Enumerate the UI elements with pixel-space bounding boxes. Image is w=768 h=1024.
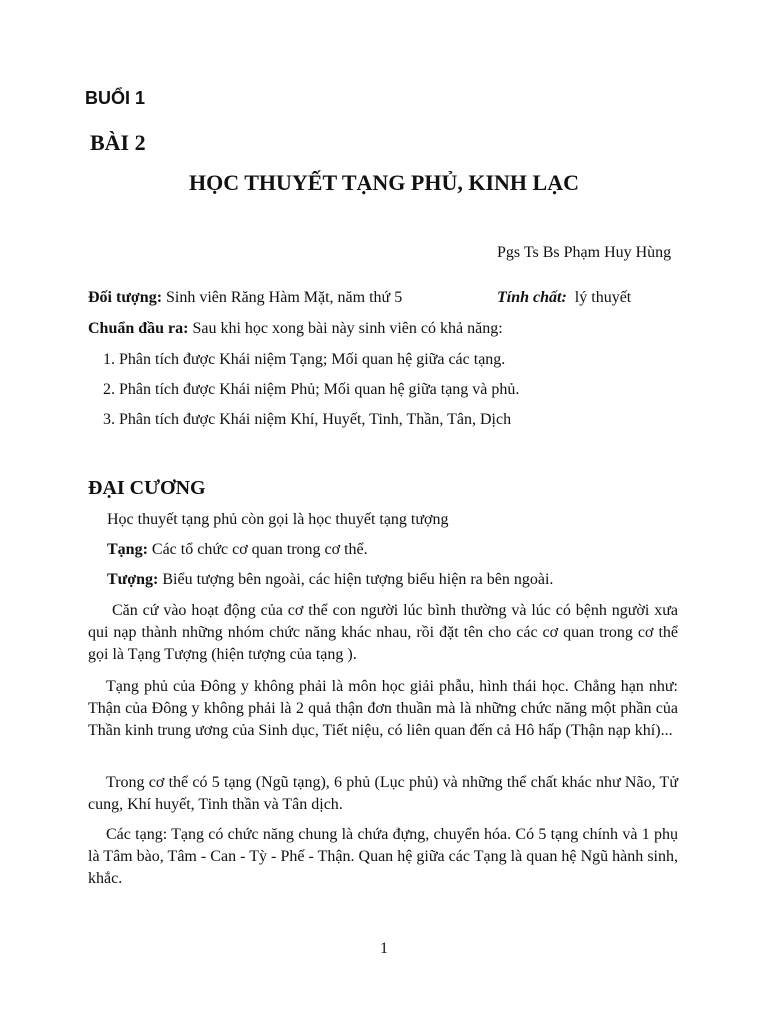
nature-label: Tính chất: xyxy=(497,289,567,306)
outcomes-label: Chuẩn đầu ra: xyxy=(88,320,189,337)
subject-label: Đối tượng: xyxy=(88,289,163,306)
outcome-item: 3. Phân tích được Khái niệm Khí, Huyết, Tinh, Thần, Tân, Dịch xyxy=(103,411,512,428)
tuong-text: Biểu tượng bên ngoài, các hiện tượng biểu hiện ra bên ngoài. xyxy=(158,571,554,588)
nature-value: lý thuyết xyxy=(566,289,632,306)
outcome-item: 2. Phân tích được Khái niệm Phủ; Mối quan hệ giữa tạng và phủ. xyxy=(103,381,520,398)
page-number: 1 xyxy=(380,940,388,957)
subject-value: Sinh viên Răng Hàm Mặt, năm thứ 5 xyxy=(162,289,403,306)
paragraph: Các tạng: Tạng có chức năng chung là chứa đựng, chuyển hóa. Có 5 tạng chính và 1 phụ là Tâm bào, Tâm - Can - Tỳ - Phế - Thận. Quan hệ giữa các Tạng là quan hệ Ngũ hành sinh, khắc. xyxy=(88,826,678,887)
outcome-item: 1. Phân tích được Khái niệm Tạng; Mối quan hệ giữa các tạng. xyxy=(103,351,506,368)
paragraph: Tạng phủ của Đông y không phải là môn học giải phẫu, hình thái học. Chẳng hạn như: Thận của Đông y không phải là 2 quả thận đơn thuần mà là những chức năng một phần của Thần kinh trung ương của Sinh dục, Tiết niệu, có liên quan đến cả Hô hấp (Thận nạp khí)... xyxy=(88,678,678,739)
tang-definition xyxy=(107,541,368,559)
author-line: Pgs Ts Bs Phạm Huy Hùng xyxy=(497,244,672,261)
page-title: HỌC THUYẾT TẠNG PHỦ, KINH LẠC xyxy=(189,170,579,195)
paragraph: Trong cơ thể có 5 tạng (Ngũ tạng), 6 phủ (Lục phủ) và những thể chất khác như Não, Tử cung, Khí huyết, Tinh thần và Tân dịch. xyxy=(88,774,678,813)
session-heading: BUỔI 1 xyxy=(85,88,146,108)
outcomes-line xyxy=(88,320,503,338)
outcomes-intro: Sau khi học xong bài này sinh viên có khả năng: xyxy=(188,320,503,337)
section-heading-overview: ĐẠI CƯƠNG xyxy=(88,477,206,499)
tuong-label: Tượng: xyxy=(107,571,159,588)
paragraph: Căn cứ vào hoạt động của cơ thể con người lúc bình thường và lúc có bệnh người xưa qui nạp thành những nhóm chức năng khác nhau, rồi đặt tên cho các cơ quan trong cơ thể gọi là Tạng Tượng (hiện tượng của tạng ). xyxy=(88,602,678,663)
nature-line xyxy=(497,289,631,307)
overview-intro: Học thuyết tạng phủ còn gọi là học thuyết tạng tượng xyxy=(107,511,449,528)
subject-line xyxy=(88,289,402,307)
tang-text: Các tổ chức cơ quan trong cơ thể. xyxy=(147,541,368,558)
tuong-definition xyxy=(107,571,553,589)
lesson-heading: BÀI 2 xyxy=(90,130,146,155)
tang-label: Tạng: xyxy=(107,541,148,558)
